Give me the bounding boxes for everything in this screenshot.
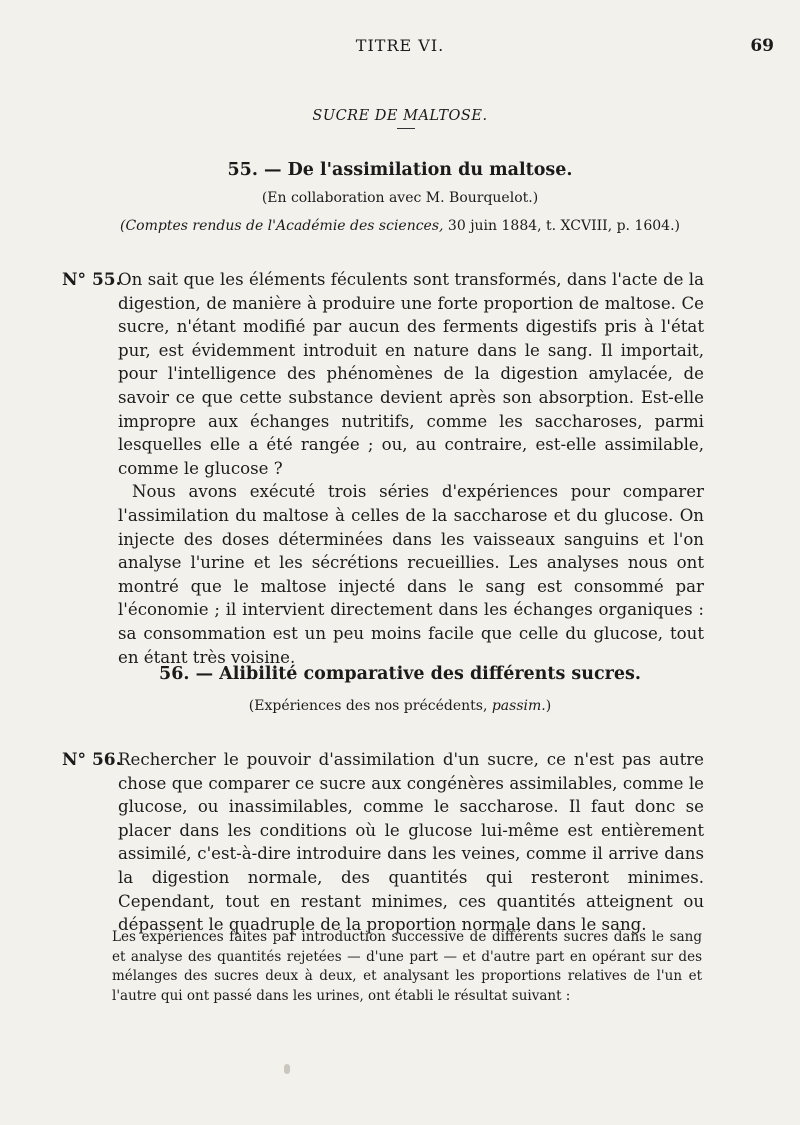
paragraph: On sait que les éléments féculents sont transformés, dans l'acte de la digestion, de manière à produire une forte proportion de maltose. Ce sucre, n'étant modifié par aucun des ferments digestifs pris à l'état pur, est évidemment introduit en nature dans le sang. Il importait, pour l'intelligence des phénomènes de la digestion amylacée, de savoir ce que cette substance devient après son absorption. Est-elle impropre aux échanges nutritifs, comme les saccharoses, parmi lesquelles elle a été rangée ; ou, au contraire, est-elle assimilable, comme le glucose ? (118, 270, 704, 478)
running-header (0, 36, 800, 58)
page-number: 69 (750, 36, 774, 56)
reference-passim: passim. (491, 698, 546, 714)
citation-details: 30 juin 1884, t. XCVIII, p. 1604.) (443, 218, 680, 234)
collaboration-note: (En collaboration avec M. Bourquelot.) (261, 190, 539, 206)
reference-56 (0, 698, 800, 714)
section-label: SUCRE DE MALTOSE. (312, 108, 488, 124)
citation-55 (0, 218, 800, 234)
body-55 (118, 268, 704, 669)
paragraph: Rechercher le pouvoir d'assimilation d'un sucre, ce n'est pas autre chose que comparer ce sucre aux congénères assimilables, comme le glucose, ou inassimilables, comme le saccharose. Il faut donc se placer dans les conditions où le glucose lui-même est entièrement assimilé, c'est-à-dire introduire dans les veines, comme il arrive dans la digestion normale, des quantités qui resteront minimes. Cependant, tout en restant minimes, ces quantités atteignent ou dépassent le quadruple de la proportion normale dans le sang. (118, 750, 704, 935)
heading-55: 55. — De l'assimilation du maltose. (227, 160, 573, 180)
body-56 (118, 748, 704, 937)
small-print-paragraph: Les expériences faites par introduction successive de différents sucres dans le sang et analyse des quantités rejetées — d'une part — et d'autre part en opérant sur des mélanges des sucres deux à deux, et analysant les proportions relatives de l'un et l'autre qui ont passé dans les urines, ont établi le résultat suivant : (112, 929, 702, 1004)
reference-suffix: ) (545, 698, 552, 714)
heading-56: 56. — Alibilité comparative des différents sucres. (159, 664, 641, 684)
citation-journal: (Comptes rendus de l'Académie des sciences, (119, 218, 444, 234)
reference-prefix: (Expériences des nos précédents, (248, 698, 492, 714)
paragraph: Nous avons exécuté trois séries d'expériences pour comparer l'assimilation du maltose à celles de la saccharose et du glucose. On injecte des doses déterminées dans les vaisseaux sanguins et l'on analyse l'urine et les sécrétions recueillies. Les analyses nous ont montré que le maltose injecté dans le sang est consommé par l'économie ; il intervient directement dans les échanges organiques : sa consommation est un peu moins facile que celle du glucose, tout en étant très voisine. (118, 482, 704, 667)
section-rule (397, 128, 415, 129)
chapter-title: TITRE VI. (355, 36, 445, 55)
article-number-56: N° 56. (62, 750, 122, 770)
paper-speck (284, 1064, 290, 1074)
article-number-55: N° 55. (62, 270, 122, 290)
